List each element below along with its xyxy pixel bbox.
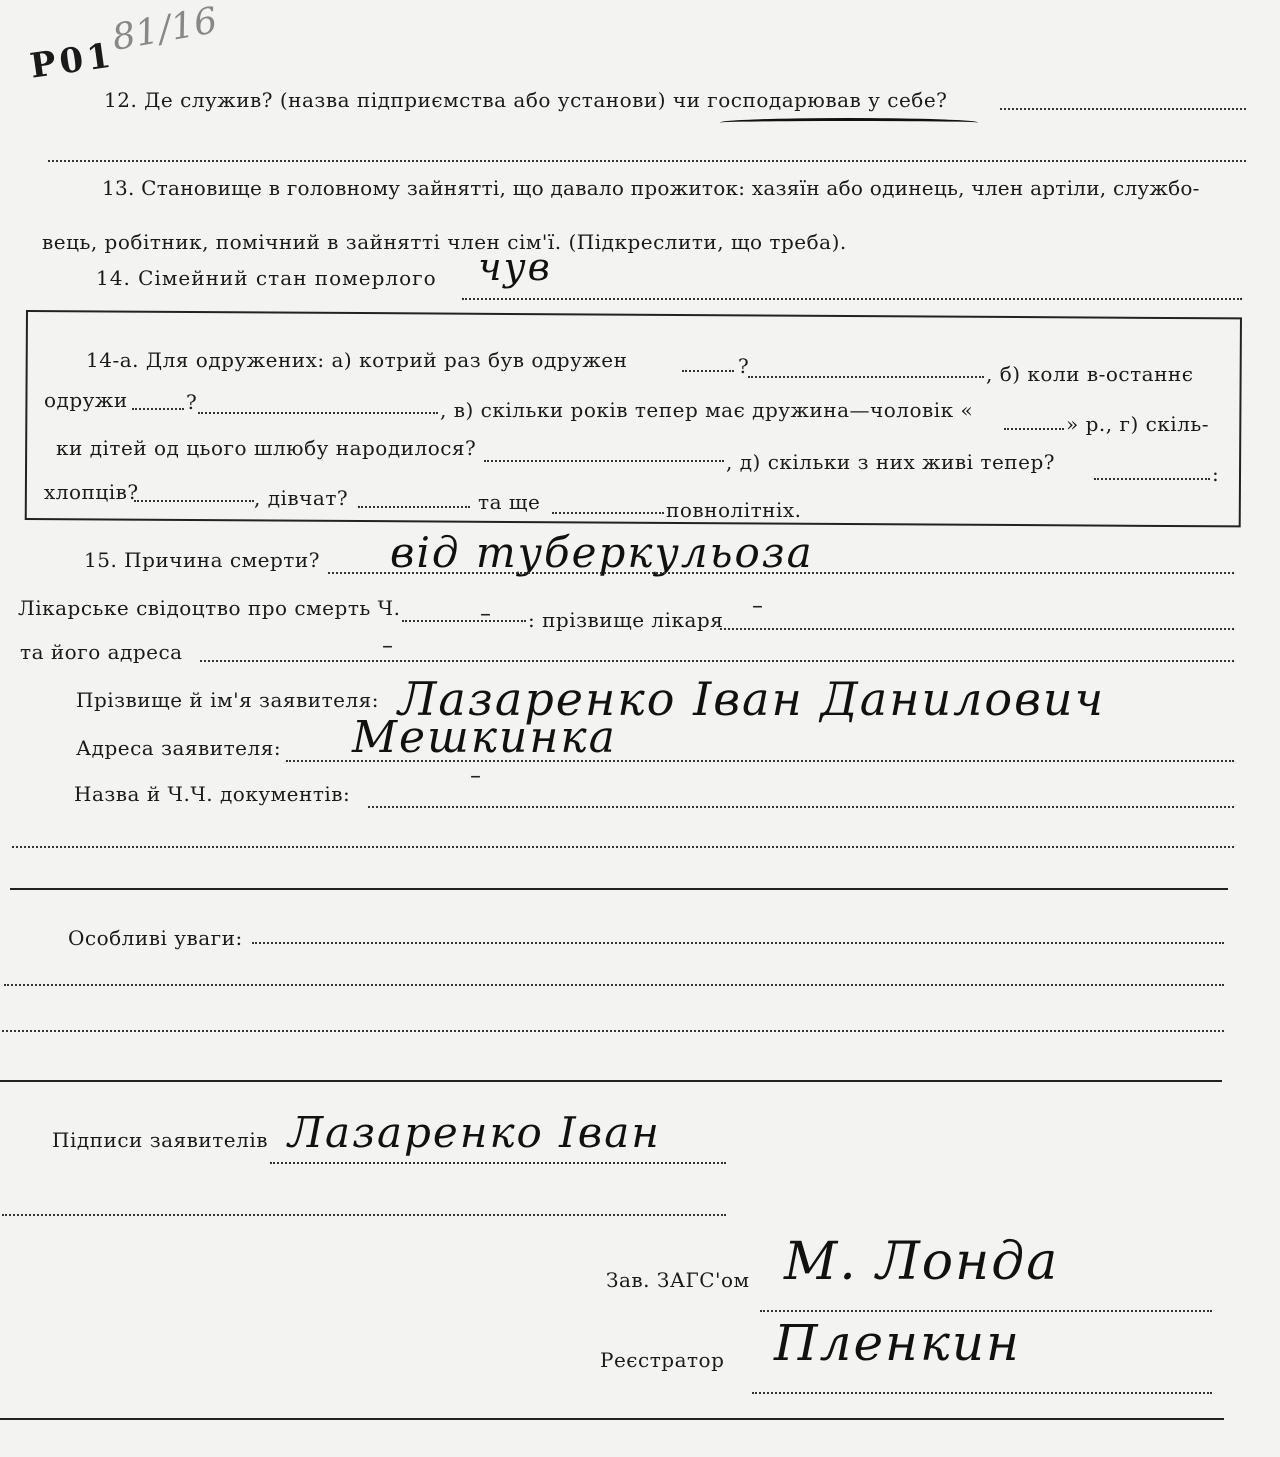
certificate-label: Лікарське свідоцтво про смерть Ч. (18, 596, 401, 620)
applicant-name-label: Прізвище й ім'я заявителя: (76, 688, 380, 712)
applicant-address-label: Адреса заявителя: (76, 736, 282, 760)
q14a-line-3c: : (1212, 462, 1220, 486)
q14a-when-field-2 (198, 412, 438, 414)
q14a-line-2b: ? (186, 390, 198, 414)
registrar-signature: Пленкин (774, 1314, 1021, 1372)
q15-label: 15. Причина смерти? (84, 548, 320, 572)
q14a-times-field (682, 370, 734, 372)
q15-answer: від туберкульоза (390, 528, 814, 577)
doctor-label: : прізвище лікаря (528, 608, 724, 632)
documents-line (368, 806, 1234, 808)
q14a-adults-field (552, 512, 664, 514)
q14a-line-2c: , в) скільки років тепер має дружина—чоловік « (440, 398, 974, 422)
archive-mark: Р01 (27, 35, 118, 87)
applicant-address-line (286, 760, 1234, 762)
q13-line-1: 13. Становище в головному зайнятті, що давало прожиток: хазяїн або одинець, член артіли, службо- (102, 176, 1200, 200)
doctor-name-field (720, 628, 1234, 630)
q12-answer-line-2 (48, 160, 1246, 162)
notes-label: Особливі уваги: (68, 926, 243, 950)
applicant-signature-line (270, 1162, 726, 1164)
q14a-line-3b: , д) скільки з них живі тепер? (726, 450, 1055, 474)
q12-answer-line (1000, 108, 1246, 110)
registrar-signature-line (752, 1392, 1212, 1394)
notes-line-2 (4, 984, 1224, 986)
doctor-address-field (200, 660, 1234, 662)
q14a-line-4a: хлопців? (44, 480, 139, 504)
q12-choice-underline (720, 118, 978, 127)
q14a-line-4d: повнолітніх. (666, 498, 802, 522)
q14-label: 14. Сімейний стан померлого (96, 266, 437, 290)
q13-line-2: вець, робітник, помічний в зайнятті член сім'ї. (Підкреслити, що треба). (42, 230, 847, 254)
registrar-label: Реєстратор (600, 1348, 725, 1372)
q14a-girls-field (358, 506, 470, 508)
q14a-line-1b: ? (738, 354, 750, 378)
q14-answer-line (462, 298, 1242, 300)
applicant-signatures-label: Підписи заявителів (52, 1128, 269, 1152)
q12-label: 12. Де служив? (назва підприємства або установи) чи господарював у себе? (104, 88, 948, 112)
q14a-line-1a: 14-а. Для одружених: а) котрий раз був одружен (86, 348, 628, 372)
applicant-signature-line-2 (2, 1214, 726, 1216)
section-divider-2 (0, 1080, 1222, 1082)
zags-head-label: Зав. ЗАГС'ом (606, 1268, 750, 1292)
documents-label: Назва й Ч.Ч. документів: (74, 782, 351, 806)
doctor-name-dash: – (752, 594, 763, 619)
q14-answer: чув (478, 245, 552, 289)
applicant-signature: Лазаренко Іван (288, 1108, 661, 1157)
q14a-line-2a: одружи (44, 388, 128, 412)
certificate-number-dash: – (480, 602, 491, 627)
documents-dash: – (470, 764, 481, 789)
certificate-number-field (402, 620, 526, 622)
applicant-address-value: Мешкинка (352, 712, 617, 763)
q14a-living-field (1094, 478, 1210, 480)
section-divider-1 (10, 888, 1228, 890)
applicant-name-value: Лазаренко Іван Данилович (398, 672, 1106, 726)
q14a-times-field-2 (748, 376, 984, 378)
q14a-line-2d: » р., г) скіль- (1066, 412, 1210, 436)
q14a-spouse-age-field (1004, 428, 1064, 430)
q14a-line-3a: ки дітей од цього шлюбу народилося? (56, 436, 477, 460)
q14a-line-4b: , дівчат? (254, 486, 349, 510)
q15-answer-line (328, 572, 1234, 574)
bottom-rule (0, 1418, 1224, 1420)
sheet-number: 81/16 (109, 0, 221, 59)
notes-line-3 (2, 1030, 1224, 1032)
doctor-address-label: та його адреса (20, 640, 183, 664)
zags-head-signature: М. Лонда (784, 1232, 1060, 1292)
notes-line-1 (252, 942, 1224, 944)
zags-head-signature-line (760, 1310, 1212, 1312)
doctor-address-dash: – (382, 634, 393, 659)
documents-line-2 (12, 846, 1234, 848)
q14a-line-1c: , б) коли в-останнє (986, 362, 1194, 386)
q14a-children-field (484, 460, 724, 462)
q14a-line-4c: та ще (478, 490, 541, 514)
q14a-boys-field (134, 500, 254, 502)
q14a-when-field (132, 408, 184, 410)
